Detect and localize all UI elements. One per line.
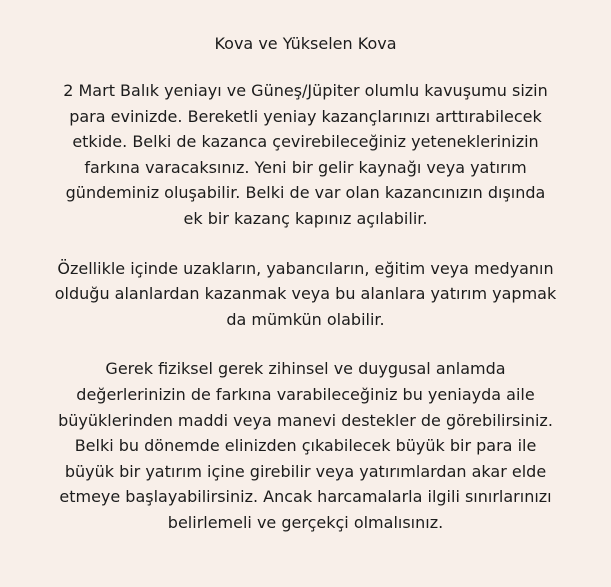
text-line: Belki bu dönemde elinizden çıkabilecek büyük bir para ile bbox=[74, 436, 537, 456]
text-line: ek bir kazanç kapınız açılabilir. bbox=[183, 208, 428, 228]
text-line: olduğu alanlardan kazanmak veya bu alanlara yatırım yapmak bbox=[54, 284, 557, 304]
text-line: da mümkün olabilir. bbox=[226, 309, 385, 329]
text-line: 2 Mart Balık yeniayı ve Güneş/Jüpiter olumlu kavuşumu sizin bbox=[63, 81, 548, 100]
paragraph-1 bbox=[26, 78, 586, 232]
text-line: büyüklerinden maddi veya manevi destekler de görebilirsiniz. bbox=[58, 410, 553, 430]
document-title: Kova ve Yükselen Kova bbox=[214, 34, 397, 53]
text-line: gündeminiz oluşabilir. Belki de var olan kazancınızın dışında bbox=[65, 183, 546, 203]
paragraph-2 bbox=[26, 256, 586, 333]
text-line: büyük bir yatırım içine girebilir veya yatırımlardan akar elde bbox=[64, 461, 547, 481]
text-line: Özellikle içinde uzakların, yabancıların, eğitim veya medyanın bbox=[57, 258, 554, 278]
text-line: etmeye başlayabilirsiniz. Ancak harcamalarla ilgili sınırlarınızı bbox=[59, 487, 552, 507]
text-line: etkide. Belki de kazanca çevirebileceğiniz yeteneklerinizin bbox=[72, 132, 539, 152]
text-line: belirlemeli ve gerçekçi olmalısınız. bbox=[167, 512, 444, 532]
text-line: Gerek fiziksel gerek zihinsel ve duygusal anlamda bbox=[105, 359, 506, 379]
paragraph-3 bbox=[26, 356, 586, 535]
text-line: değerlerinizin de farkına varabileceğiniz bu yeniayda aile bbox=[76, 384, 535, 404]
text-line: para evinizde. Bereketli yeniay kazançlarınızı arttırabilecek bbox=[69, 106, 542, 126]
text-line: farkına varacaksınız. Yeni bir gelir kaynağı veya yatırım bbox=[84, 157, 527, 177]
